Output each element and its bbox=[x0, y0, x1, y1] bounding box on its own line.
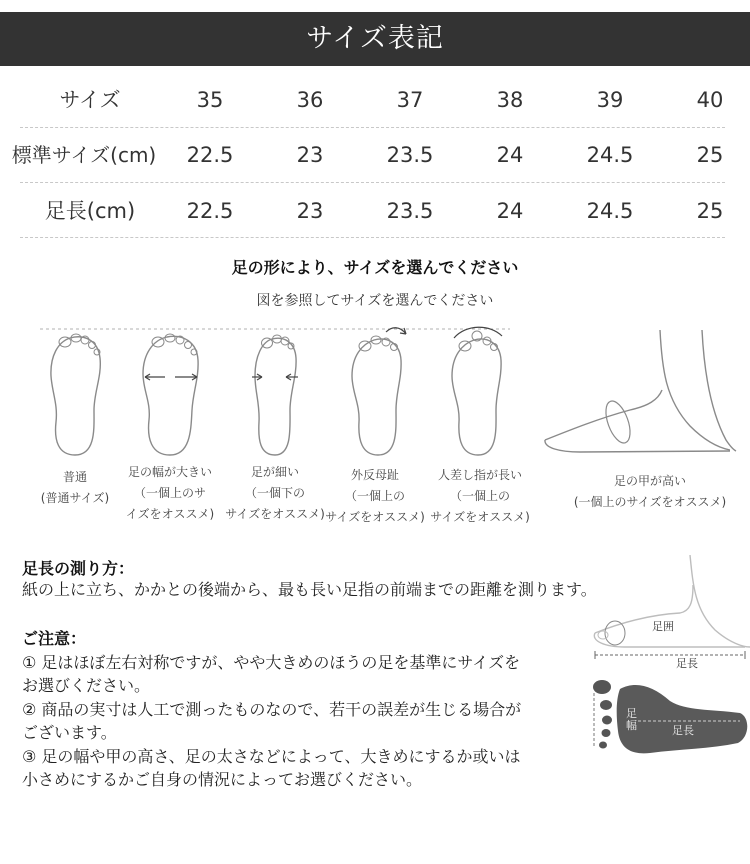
size-cell: 23.5 bbox=[386, 199, 434, 223]
foot-shape-heading: 足の形により、サイズを選んでください bbox=[231, 258, 519, 277]
girth-label: 足囲 bbox=[652, 620, 674, 633]
length-label-side: 足長 bbox=[676, 657, 698, 670]
page-title: サイズ表記 bbox=[306, 23, 444, 54]
table-divider bbox=[20, 237, 725, 238]
foot-length-row bbox=[0, 191, 750, 231]
size-cell: 24 bbox=[496, 199, 524, 223]
wide-foot-icon bbox=[135, 330, 205, 460]
normal-foot-icon bbox=[40, 330, 110, 460]
caption-line: イズをオススメ) bbox=[125, 507, 215, 521]
size-cell: 23.5 bbox=[386, 143, 434, 167]
caption-line: （一個上のサ bbox=[133, 486, 206, 500]
size-cell: 38 bbox=[496, 88, 524, 112]
size-cell: 24.5 bbox=[586, 199, 634, 223]
caption-line: サイズをオススメ) bbox=[325, 510, 425, 524]
size-cell: 25 bbox=[696, 199, 724, 223]
caption-line: 外反母趾 bbox=[350, 468, 399, 482]
narrow-foot-icon bbox=[240, 330, 310, 460]
caption-line: (一個上のサイズをオススメ) bbox=[573, 495, 727, 509]
caption-line: （一個下の bbox=[244, 486, 305, 500]
caption-line: サイズをオススメ) bbox=[430, 510, 530, 524]
note-line: ② 商品の実寸は人工で測ったものなので、若干の誤差が生じる場合が bbox=[22, 700, 522, 719]
size-cell: 24.5 bbox=[586, 143, 634, 167]
size-row bbox=[0, 80, 750, 120]
measure-text: 紙の上に立ち、かかとの後端から、最も長い足指の前端までの距離を測ります。 bbox=[22, 580, 597, 599]
table-divider bbox=[20, 182, 725, 183]
size-cell: 36 bbox=[296, 88, 324, 112]
caption-line: サイズをオススメ) bbox=[225, 507, 325, 521]
caption-line: （一個上の bbox=[344, 489, 405, 503]
size-cell: 22.5 bbox=[186, 143, 234, 167]
measure-heading: 足長の測り方： bbox=[22, 559, 135, 578]
caption-line: 普通 bbox=[62, 470, 87, 484]
row-label: 標準サイズ(cm) bbox=[11, 143, 157, 167]
size-cell: 35 bbox=[196, 88, 224, 112]
foot-shape-subheading: 図を参照してサイズを選んでください bbox=[256, 293, 494, 309]
size-cell: 37 bbox=[396, 88, 424, 112]
caption-line: （一個上の bbox=[449, 489, 510, 503]
note-line: 小さめにするかご自身の情況によってお選びください。 bbox=[22, 770, 423, 789]
note-line: お選びください。 bbox=[22, 676, 151, 695]
caption-line: 足の甲が高い bbox=[613, 474, 686, 488]
size-cell: 39 bbox=[596, 88, 624, 112]
foot-type-caption bbox=[565, 471, 735, 513]
caption-line: 足の幅が大きい bbox=[127, 465, 212, 479]
row-label: サイズ bbox=[59, 88, 121, 112]
note-line: ① 足はほぼ左右対称ですが、やや大きめのほうの足を基準にサイズを bbox=[22, 653, 521, 672]
size-cell: 23 bbox=[296, 143, 324, 167]
size-cell: 25 bbox=[696, 143, 724, 167]
note-line: ③ 足の幅や甲の高さ、足の太さなどによって、大きめにするか或いは bbox=[22, 747, 521, 766]
foot-side-diagram bbox=[585, 555, 750, 670]
size-cell: 22.5 bbox=[186, 199, 234, 223]
long-index-toe-icon bbox=[440, 322, 520, 460]
bunion-foot-icon bbox=[340, 322, 420, 460]
sole-diagram bbox=[590, 675, 750, 760]
width-label: 足幅 bbox=[626, 707, 637, 732]
row-label: 足長(cm) bbox=[44, 199, 136, 223]
size-cell: 24 bbox=[496, 143, 524, 167]
standard-size-row bbox=[0, 135, 750, 175]
caption-line: 足が細い bbox=[250, 465, 299, 479]
length-label-sole: 足長 bbox=[672, 724, 694, 737]
notes-heading: ご注意： bbox=[22, 629, 87, 648]
caption-line: 人差し指が長い bbox=[437, 468, 522, 482]
size-cell: 40 bbox=[696, 88, 724, 112]
caption-line: (普通サイズ) bbox=[40, 491, 110, 505]
high-instep-icon bbox=[540, 330, 745, 460]
foot-type-caption bbox=[410, 465, 550, 528]
note-line: ございます。 bbox=[22, 723, 117, 742]
table-divider bbox=[20, 127, 725, 128]
size-cell: 23 bbox=[296, 199, 324, 223]
